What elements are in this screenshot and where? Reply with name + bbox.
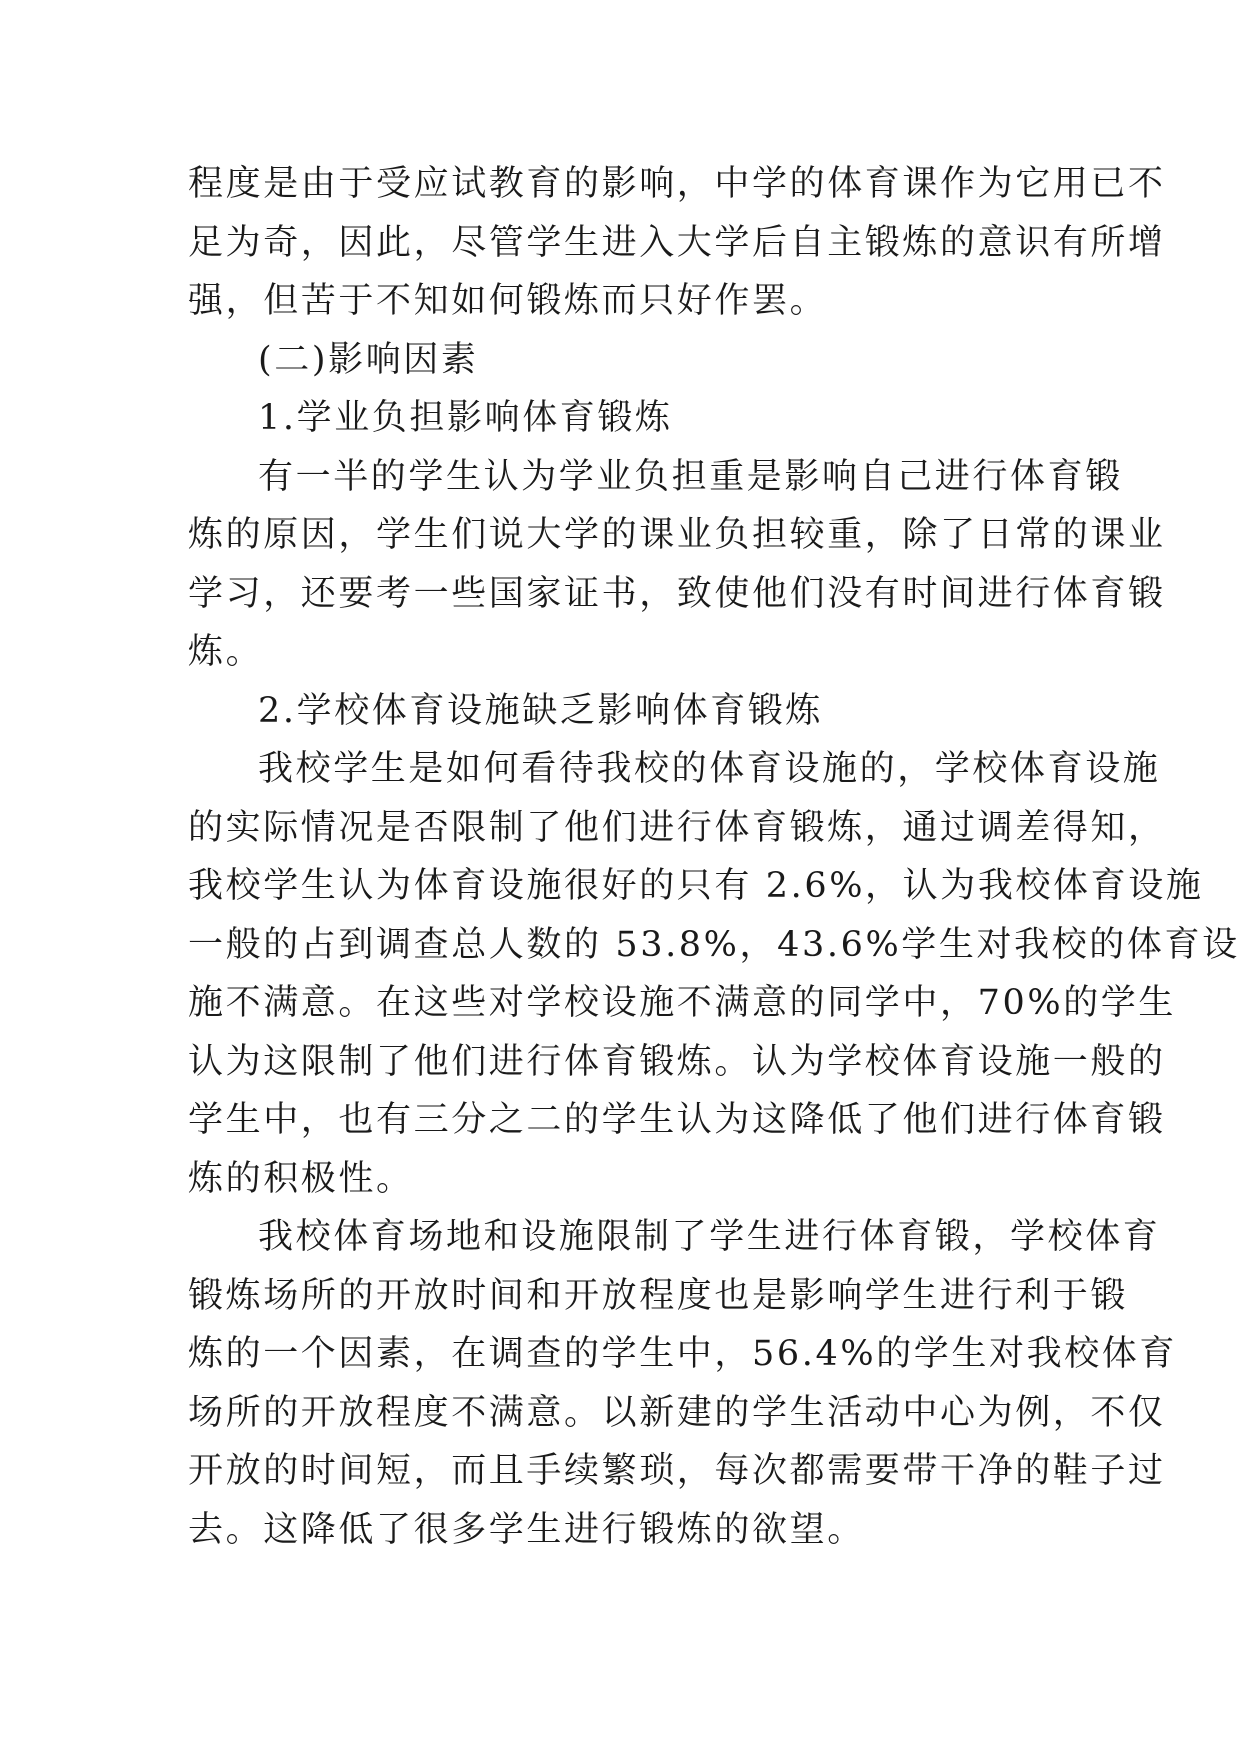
paragraph-line: 锻炼场所的开放时间和开放程度也是影响学生进行利于锻 [188,1275,1129,1316]
paragraph-line: 我校体育场地和设施限制了学生进行体育锻，学校体育 [258,1217,1161,1257]
paragraph-line: 程度是由于受应试教育的影响，中学的体育课作为它用已不 [188,164,1166,204]
paragraph-line: 足为奇，因此，尽管学生进入大学后自主锻炼的意识有所增 [188,222,1166,263]
paragraph-line: 炼的原因，学生们说大学的课业负担较重，除了日常的课业 [188,515,1166,555]
paragraph-line: 有一半的学生认为学业负担重是影响自己进行体育锻 [258,456,1123,497]
paragraph-line: 学生中，也有三分之二的学生认为这降低了他们进行体育锻 [188,1100,1166,1140]
paragraph-line: 施不满意。在这些对学校设施不满意的同学中，70%的学生 [188,983,1176,1023]
section-heading: (二)影响因素 [258,339,479,380]
paragraph-line: 我校学生是如何看待我校的体育设施的，学校体育设施 [258,749,1161,789]
paragraph-line: 炼的一个因素，在调查的学生中，56.4%的学生对我校体育 [188,1334,1177,1374]
paragraph-line: 场所的开放程度不满意。以新建的学生活动中心为例，不仅 [188,1392,1166,1433]
paragraph-line: 去。这降低了很多学生进行锻炼的欲望。 [188,1509,865,1550]
subsection-heading: 1.学业负担影响体育锻炼 [258,398,673,438]
paragraph-line: 强，但苦于不知如何锻炼而只好作罢。 [188,281,828,321]
body-text [188,155,1240,1559]
paragraph-line: 开放的时间短，而且手续繁琐，每次都需要带干净的鞋子过 [188,1451,1166,1491]
paragraph-line: 炼的积极性。 [188,1158,414,1199]
subsection-heading: 2.学校体育设施缺乏影响体育锻炼 [258,690,823,731]
paragraph-line: 炼。 [188,632,264,672]
paragraph-line: 一般的占到调查总人数的 53.8%，43.6%学生对我校的体育设 [188,924,1240,965]
paragraph-line: 的实际情况是否限制了他们进行体育锻炼，通过调差得知， [188,807,1166,848]
paragraph-line: 学习，还要考一些国家证书，致使他们没有时间进行体育锻 [188,573,1166,614]
paragraph-line: 认为这限制了他们进行体育锻炼。认为学校体育设施一般的 [188,1041,1166,1082]
paragraph-line: 我校学生认为体育设施很好的只有 2.6%，认为我校体育设施 [188,866,1204,906]
